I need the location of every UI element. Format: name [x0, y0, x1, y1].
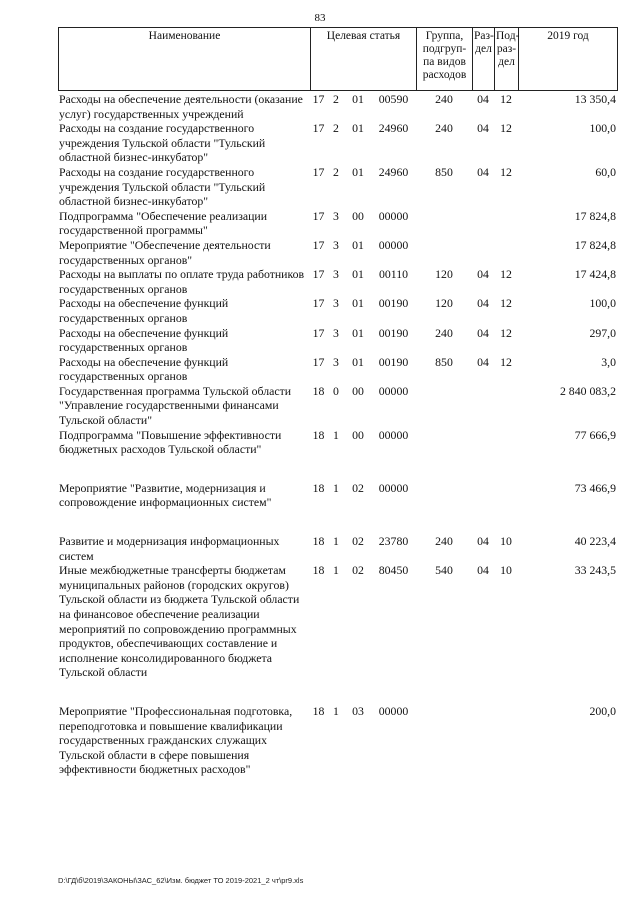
table-row	[58, 326, 617, 355]
target-code-event: 01	[352, 267, 364, 282]
expense-group	[416, 428, 472, 481]
subsection-code	[494, 238, 518, 267]
table-row	[58, 267, 617, 296]
table-row	[58, 534, 617, 563]
row-name: Государственная программа Тульской области "Управление государственными финансами Тульской области"	[59, 383, 292, 428]
target-code-subprogram: 3	[333, 237, 339, 252]
subsection-code	[494, 428, 518, 481]
file-path-footer: D:\ГД\б\2019\ЗАКОНЫ\ЗАС_62\Изм. бюджет ТО 2019-2021_2 чт\pr9.xls	[58, 876, 304, 885]
row-name: Развитие и модернизация информационных систем	[59, 534, 280, 563]
expense-group: 850	[435, 354, 453, 369]
target-code-direction: 00000	[378, 237, 409, 252]
target-code-subprogram: 1	[333, 480, 339, 495]
target-code-program: 17	[312, 237, 325, 252]
expense-group: 240	[435, 534, 453, 549]
target-code-direction: 00000	[378, 480, 409, 495]
target-code-subprogram: 3	[333, 354, 339, 369]
expense-group: 240	[435, 92, 453, 106]
table-header	[58, 27, 618, 91]
amount-2019: 100,0	[589, 296, 616, 311]
expense-group	[416, 238, 472, 267]
target-code-event: 01	[352, 121, 364, 136]
target-code-program: 18	[312, 480, 325, 495]
target-code-event: 03	[352, 703, 364, 718]
target-code-program: 17	[312, 325, 325, 340]
subsection-code	[494, 481, 518, 534]
subsection-code: 12	[500, 164, 512, 179]
amount-2019: 2 840 083,2	[559, 383, 616, 398]
target-code-direction: 00190	[378, 296, 409, 311]
section-code: 04	[477, 267, 489, 282]
table-row	[58, 296, 617, 325]
target-code-event: 02	[352, 534, 364, 549]
target-code-subprogram: 2	[333, 92, 339, 106]
target-code-direction: 00000	[378, 703, 409, 718]
target-code-event: 01	[352, 164, 364, 179]
target-code-direction: 00190	[378, 325, 409, 340]
expense-group: 120	[435, 267, 453, 282]
expense-group: 540	[435, 563, 453, 578]
row-name: Мероприятие "Профессиональная подготовка, переподготовка и повышение квалификации государственных гражданских служащих Тульской области в сфере повышения эффективности бюджетных расходов"	[59, 703, 293, 777]
row-name: Расходы на обеспечение функций государственных органов	[59, 296, 229, 325]
expense-group	[416, 384, 472, 428]
table-row	[58, 238, 617, 267]
target-code-subprogram: 3	[333, 296, 339, 311]
subsection-code	[494, 704, 518, 777]
table-row	[58, 384, 617, 428]
amount-2019: 40 223,4	[574, 534, 616, 549]
subsection-code: 12	[500, 267, 512, 282]
table-row	[58, 355, 617, 384]
subsection-code: 10	[500, 534, 512, 549]
target-code-event: 00	[352, 208, 364, 223]
table-row	[58, 428, 617, 481]
row-name: Расходы на обеспечение функций государственных органов	[59, 354, 229, 384]
target-code-direction: 00590	[378, 92, 409, 106]
expense-group: 240	[435, 121, 453, 136]
section-code	[472, 238, 494, 267]
target-code-subprogram: 3	[333, 325, 339, 340]
target-code-direction: 00000	[378, 383, 409, 398]
amount-2019: 200,0	[589, 703, 616, 718]
row-name: Подпрограмма "Обеспечение реализации государственной программы"	[59, 208, 268, 238]
row-name: Подпрограмма "Повышение эффективности бюджетных расходов Тульской области"	[59, 427, 282, 457]
row-name: Расходы на обеспечение деятельности (оказание услуг) государственных учреждений	[59, 92, 303, 121]
target-code-program: 17	[312, 208, 325, 223]
section-code: 04	[477, 563, 489, 578]
subsection-code: 12	[500, 92, 512, 106]
target-code-program: 17	[312, 267, 325, 282]
expense-group	[416, 704, 472, 777]
header-name: Наименование	[59, 28, 311, 91]
header-year: 2019 год	[519, 28, 618, 91]
subsection-code	[494, 384, 518, 428]
target-code-event: 01	[352, 354, 364, 369]
target-code-subprogram: 2	[333, 164, 339, 179]
target-code-event: 02	[352, 563, 364, 578]
section-code: 04	[477, 354, 489, 369]
target-code-program: 17	[312, 354, 325, 369]
section-code	[472, 481, 494, 534]
expense-group: 850	[435, 164, 453, 179]
target-code-program: 18	[312, 383, 325, 398]
section-code	[472, 209, 494, 238]
section-code: 04	[477, 164, 489, 179]
amount-2019: 33 243,5	[574, 563, 616, 578]
target-code-direction: 00110	[378, 267, 409, 282]
table-row	[58, 209, 617, 238]
target-code-event: 01	[352, 325, 364, 340]
target-code-direction: 23780	[378, 534, 409, 549]
target-code-program: 17	[312, 92, 325, 106]
budget-table	[58, 92, 617, 777]
target-code-subprogram: 2	[333, 121, 339, 136]
target-code-subprogram: 0	[333, 383, 339, 398]
target-code-program: 17	[312, 121, 325, 136]
target-code-event: 01	[352, 92, 364, 106]
target-code-direction: 24960	[378, 121, 409, 136]
amount-2019: 17 824,8	[574, 208, 616, 223]
target-code-event: 00	[352, 427, 364, 442]
row-name: Расходы на создание государственного учреждения Тульской области "Тульский областной бизнес-инкубатор"	[59, 164, 266, 209]
table-row	[58, 165, 617, 209]
section-code: 04	[477, 325, 489, 340]
target-code-event: 00	[352, 383, 364, 398]
amount-2019: 77 666,9	[574, 427, 616, 442]
target-code-program: 18	[312, 427, 325, 442]
expense-group	[416, 481, 472, 534]
target-code-event: 01	[352, 237, 364, 252]
section-code: 04	[477, 121, 489, 136]
target-code-program: 18	[312, 534, 325, 549]
header-subsection: Под-раз-дел	[495, 28, 519, 91]
section-code: 04	[477, 296, 489, 311]
expense-group: 240	[435, 325, 453, 340]
target-code-program: 17	[312, 296, 325, 311]
amount-2019: 3,0	[601, 354, 616, 369]
target-code-program: 18	[312, 563, 325, 578]
header-group: Группа, подгруп-па видов расходов	[417, 28, 473, 91]
table-row	[58, 481, 617, 534]
target-code-direction: 00000	[378, 427, 409, 442]
target-code-direction: 00190	[378, 354, 409, 369]
target-code-subprogram: 1	[333, 703, 339, 718]
target-code-program: 17	[312, 164, 325, 179]
table-row	[58, 121, 617, 165]
subsection-code	[494, 209, 518, 238]
expense-group	[416, 209, 472, 238]
table-row	[58, 92, 617, 121]
section-code	[472, 384, 494, 428]
row-name: Расходы на обеспечение функций государственных органов	[59, 325, 229, 355]
amount-2019: 60,0	[595, 164, 616, 179]
subsection-code: 12	[500, 325, 512, 340]
section-code	[472, 704, 494, 777]
row-name: Иные межбюджетные трансферты бюджетам муниципальных районов (городских округов) Тульской области из бюджета Тульской области на финансовое обеспечение реализации мероприятий по сопровождению программных продуктов, обеспечивающих составление и исполнение консолидированного бюджета Тульской области	[59, 563, 300, 680]
row-name: Мероприятие "Развитие, модернизация и сопровождение информационных систем"	[59, 480, 272, 510]
target-code-subprogram: 1	[333, 534, 339, 549]
table-row	[58, 704, 617, 777]
target-code-direction: 24960	[378, 164, 409, 179]
target-code-direction: 00000	[378, 208, 409, 223]
header-section: Раз-дел	[473, 28, 495, 91]
row-name: Расходы на выплаты по оплате труда работников государственных органов	[59, 267, 305, 296]
amount-2019: 100,0	[589, 121, 616, 136]
target-code-subprogram: 3	[333, 208, 339, 223]
target-code-subprogram: 1	[333, 427, 339, 442]
amount-2019: 13 350,4	[574, 92, 616, 106]
subsection-code: 10	[500, 563, 512, 578]
amount-2019: 73 466,9	[574, 480, 616, 495]
target-code-subprogram: 1	[333, 563, 339, 578]
subsection-code: 12	[500, 354, 512, 369]
amount-2019: 297,0	[589, 325, 616, 340]
page-number: 83	[314, 12, 326, 24]
section-code: 04	[477, 92, 489, 106]
subsection-code: 12	[500, 121, 512, 136]
table-row	[58, 563, 617, 704]
header-target: Целевая статья	[311, 28, 417, 91]
target-code-event: 02	[352, 480, 364, 495]
amount-2019: 17 424,8	[574, 267, 616, 282]
target-code-event: 01	[352, 296, 364, 311]
target-code-subprogram: 3	[333, 267, 339, 282]
row-name: Мероприятие "Обеспечение деятельности государственных органов"	[59, 237, 271, 267]
section-code: 04	[477, 534, 489, 549]
target-code-direction: 80450	[378, 563, 409, 578]
subsection-code: 12	[500, 296, 512, 311]
target-code-program: 18	[312, 703, 325, 718]
section-code	[472, 428, 494, 481]
row-name: Расходы на создание государственного учреждения Тульской области "Тульский областной бизнес-инкубатор"	[59, 121, 266, 165]
expense-group: 120	[435, 296, 453, 311]
amount-2019: 17 824,8	[574, 237, 616, 252]
